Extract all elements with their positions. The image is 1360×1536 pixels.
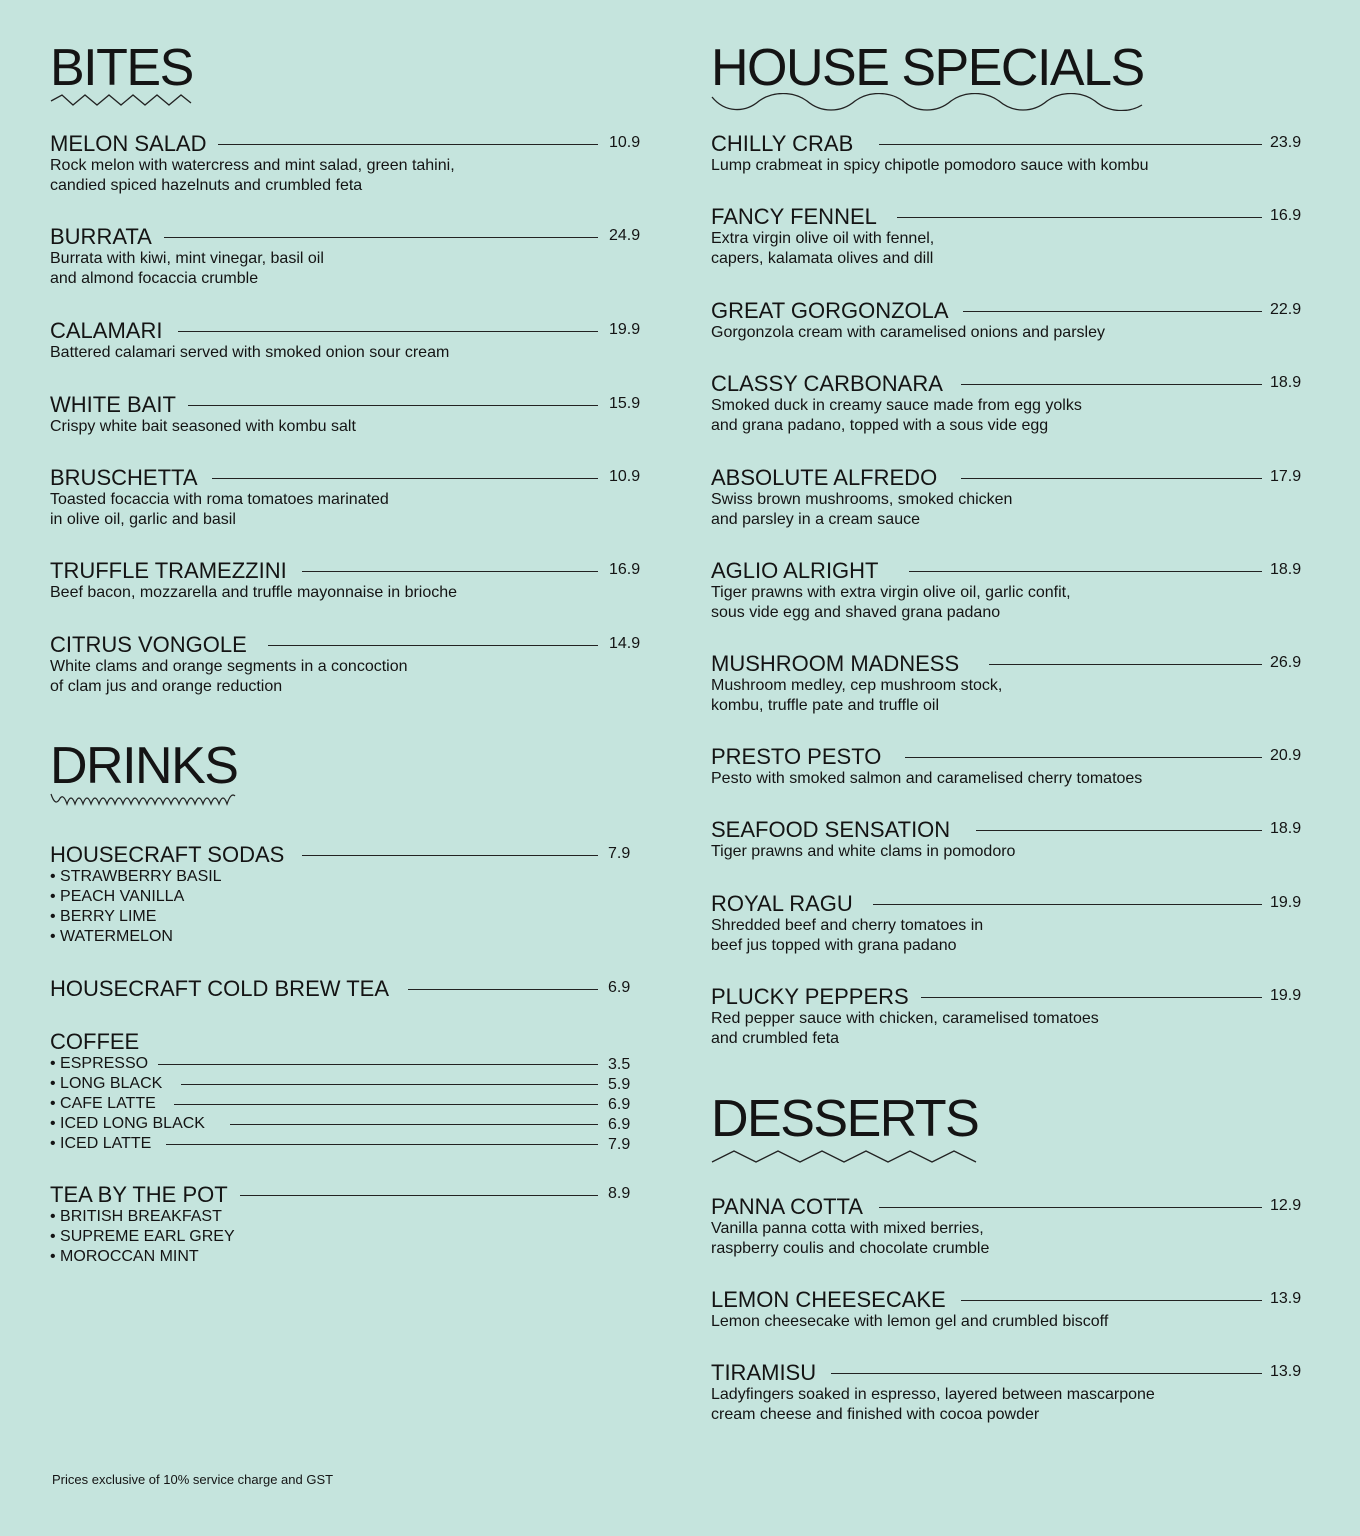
leader-line [166, 1144, 598, 1145]
item-name: CITRUS VONGOLE [50, 632, 247, 657]
item-price: 6.9 [608, 1116, 631, 1133]
menu-item [50, 393, 642, 437]
item-price: 16.9 [1270, 207, 1302, 224]
item-description: Red pepper sauce with chicken, caramelised tomatoes [711, 1010, 1099, 1027]
item-price: 22.9 [1270, 301, 1302, 318]
item-price: 24.9 [609, 227, 641, 244]
item-name: PRESTO PESTO [711, 744, 882, 769]
leader-line [174, 1104, 598, 1105]
leader-line [408, 989, 598, 990]
item-description: sous vide egg and shaved grana padano [711, 604, 1001, 621]
tea-option: • MOROCCAN MINT [50, 1248, 199, 1265]
item-name: CALAMARI [50, 318, 163, 343]
item-price: 7.9 [608, 845, 631, 862]
item-price: 12.9 [1270, 1197, 1302, 1214]
house-specials-wave-divider [711, 93, 1143, 111]
item-name: MUSHROOM MADNESS [711, 651, 960, 676]
desserts-heading: DESSERTS [711, 1090, 979, 1148]
menu-item [50, 559, 642, 603]
item-name: TIRAMISU [711, 1360, 817, 1385]
leader-line [961, 384, 1262, 385]
item-price: 14.9 [609, 635, 641, 652]
drink-tea [50, 1183, 642, 1267]
leader-line [963, 311, 1262, 312]
item-price: 10.9 [609, 134, 641, 151]
leader-line [961, 1300, 1262, 1301]
leader-line [989, 664, 1262, 665]
item-name: HOUSECRAFT SODAS [50, 842, 285, 867]
leader-line [212, 478, 598, 479]
item-price: 15.9 [609, 395, 641, 412]
leader-line [268, 645, 598, 646]
coffee-name: • ICED LONG BLACK [50, 1115, 205, 1132]
item-price: 18.9 [1270, 820, 1302, 837]
item-price: 6.9 [608, 979, 631, 996]
item-price: 19.9 [1270, 894, 1302, 911]
leader-line [909, 571, 1262, 572]
item-description: cream cheese and finished with cocoa powder [711, 1406, 1040, 1423]
item-name: TEA BY THE POT [50, 1182, 228, 1207]
item-name: PLUCKY PEPPERS [711, 984, 909, 1009]
item-price: 18.9 [1270, 374, 1302, 391]
leader-line [921, 997, 1262, 998]
item-description: and parsley in a cream sauce [711, 511, 920, 528]
item-description: Toasted focaccia with roma tomatoes marinated [50, 491, 389, 508]
leader-line [158, 1064, 598, 1065]
leader-line [218, 144, 598, 145]
item-description: and almond focaccia crumble [50, 270, 259, 287]
menu-item [50, 225, 642, 289]
leader-line [873, 904, 1262, 905]
item-description: Rock melon with watercress and mint salad, green tahini, [50, 157, 455, 174]
coffee-name: • ICED LATTE [50, 1135, 152, 1152]
coffee-item [50, 1094, 642, 1114]
leader-line [879, 144, 1262, 145]
item-description: in olive oil, garlic and basil [50, 511, 236, 528]
soda-option: • BERRY LIME [50, 908, 157, 925]
menu-item [50, 466, 642, 530]
item-price: 16.9 [609, 561, 641, 578]
coffee-name: • ESPRESSO [50, 1055, 149, 1072]
menu-item [711, 466, 1303, 530]
item-price: 8.9 [608, 1185, 631, 1202]
menu-item [711, 132, 1303, 176]
menu-item [50, 132, 642, 196]
item-description: Gorgonzola cream with caramelised onions and parsley [711, 324, 1105, 341]
item-name: HOUSECRAFT COLD BREW TEA [50, 976, 390, 1001]
leader-line [178, 331, 598, 332]
item-price: 20.9 [1270, 747, 1302, 764]
item-name: LEMON CHEESECAKE [711, 1287, 946, 1312]
item-name: ROYAL RAGU [711, 891, 853, 916]
item-description: of clam jus and orange reduction [50, 678, 283, 695]
item-price: 19.9 [609, 321, 641, 338]
item-description: Tiger prawns with extra virgin olive oil, garlic confit, [711, 584, 1071, 601]
menu-item [711, 652, 1303, 716]
coffee-name: • CAFE LATTE [50, 1095, 156, 1112]
item-price: 26.9 [1270, 654, 1302, 671]
item-description: candied spiced hazelnuts and crumbled feta [50, 177, 363, 194]
item-description: Tiger prawns and white clams in pomodoro [711, 843, 1016, 860]
leader-line [976, 830, 1262, 831]
leader-line [302, 855, 598, 856]
soda-option: • WATERMELON [50, 928, 173, 945]
menu-item [711, 1195, 1303, 1259]
bites-wave-divider [50, 93, 192, 109]
soda-option: • STRAWBERRY BASIL [50, 868, 222, 885]
leader-line [879, 1207, 1262, 1208]
item-name: SEAFOOD SENSATION [711, 817, 951, 842]
item-name: CLASSY CARBONARA [711, 371, 943, 396]
soda-option: • PEACH VANILLA [50, 888, 185, 905]
item-description: Lump crabmeat in spicy chipotle pomodoro sauce with kombu [711, 157, 1149, 174]
menu-item [50, 319, 642, 363]
item-name: CHILLY CRAB [711, 131, 854, 156]
leader-line [905, 757, 1262, 758]
item-price: 5.9 [608, 1076, 631, 1093]
item-description: Pesto with smoked salmon and caramelised cherry tomatoes [711, 770, 1143, 787]
menu-item [50, 633, 642, 697]
coffee-name: • LONG BLACK [50, 1075, 163, 1092]
item-name: AGLIO ALRIGHT [711, 558, 879, 583]
leader-line [230, 1124, 598, 1125]
item-description: Ladyfingers soaked in espresso, layered between mascarpone [711, 1386, 1155, 1403]
item-price: 23.9 [1270, 134, 1302, 151]
leader-line [302, 571, 598, 572]
drink-cold-brew [50, 977, 642, 1001]
item-price: 6.9 [608, 1096, 631, 1113]
item-description: Crispy white bait seasoned with kombu salt [50, 418, 356, 435]
item-price: 18.9 [1270, 561, 1302, 578]
bites-heading: BITES [50, 39, 193, 97]
item-description: and grana padano, topped with a sous vide egg [711, 417, 1049, 434]
item-name: WHITE BAIT [50, 392, 176, 417]
leader-line [831, 1373, 1262, 1374]
item-description: Beef bacon, mozzarella and truffle mayonnaise in brioche [50, 584, 458, 601]
leader-line [181, 1084, 598, 1085]
menu-item [711, 559, 1303, 623]
drink-coffee [50, 1030, 642, 1154]
item-description: Battered calamari served with smoked onion sour cream [50, 344, 450, 361]
item-name: BURRATA [50, 224, 152, 249]
item-description: Vanilla panna cotta with mixed berries, [711, 1220, 984, 1237]
item-name: FANCY FENNEL [711, 204, 877, 229]
menu-item [711, 205, 1303, 269]
menu-item [711, 1288, 1303, 1332]
item-description: and crumbled feta [711, 1030, 840, 1047]
leader-line [961, 478, 1262, 479]
coffee-item [50, 1074, 642, 1094]
item-description: Mushroom medley, cep mushroom stock, [711, 677, 1003, 694]
menu-item [711, 818, 1303, 862]
item-name: COFFEE [50, 1029, 140, 1054]
leader-line [164, 237, 598, 238]
item-description: Shredded beef and cherry tomatoes in [711, 917, 984, 934]
house-specials-heading: HOUSE SPECIALS [711, 39, 1144, 97]
item-description: Extra virgin olive oil with fennel, [711, 230, 935, 247]
item-description: White clams and orange segments in a concoction [50, 658, 408, 675]
leader-line [240, 1195, 598, 1196]
item-description: kombu, truffle pate and truffle oil [711, 697, 939, 714]
item-price: 7.9 [608, 1136, 631, 1153]
menu-item [711, 299, 1303, 343]
item-description: Swiss brown mushrooms, smoked chicken [711, 491, 1013, 508]
item-description: Lemon cheesecake with lemon gel and crumbled biscoff [711, 1313, 1109, 1330]
desserts-wave-divider [711, 1148, 977, 1166]
item-name: BRUSCHETTA [50, 465, 198, 490]
coffee-item [50, 1114, 642, 1134]
item-description: beef jus topped with grana padano [711, 937, 957, 954]
item-price: 13.9 [1270, 1363, 1302, 1380]
leader-line [188, 405, 598, 406]
drink-sodas [50, 843, 642, 947]
tea-option: • SUPREME EARL GREY [50, 1228, 235, 1245]
menu-item [711, 1361, 1303, 1425]
item-price: 17.9 [1270, 468, 1302, 485]
item-description: raspberry coulis and chocolate crumble [711, 1240, 990, 1257]
item-name: PANNA COTTA [711, 1194, 863, 1219]
menu-item [711, 372, 1303, 436]
item-price: 10.9 [609, 468, 641, 485]
drinks-heading: DRINKS [50, 737, 238, 795]
drinks-wave-divider [50, 790, 236, 808]
tea-option: • BRITISH BREAKFAST [50, 1208, 222, 1225]
leader-line [897, 217, 1262, 218]
item-name: MELON SALAD [50, 131, 207, 156]
item-description: Burrata with kiwi, mint vinegar, basil oil [50, 250, 324, 267]
menu-item [711, 892, 1303, 956]
item-description: capers, kalamata olives and dill [711, 250, 934, 267]
item-price: 13.9 [1270, 1290, 1302, 1307]
item-price: 3.5 [608, 1056, 631, 1073]
coffee-item [50, 1054, 642, 1074]
price-footnote: Prices exclusive of 10% service charge and GST [52, 1472, 334, 1487]
item-name: TRUFFLE TRAMEZZINI [50, 558, 287, 583]
item-description: Smoked duck in creamy sauce made from egg yolks [711, 397, 1082, 414]
menu-item [711, 745, 1303, 789]
menu-item [711, 985, 1303, 1049]
item-name: GREAT GORGONZOLA [711, 298, 949, 323]
item-name: ABSOLUTE ALFREDO [711, 465, 938, 490]
coffee-item [50, 1134, 642, 1154]
item-price: 19.9 [1270, 987, 1302, 1004]
